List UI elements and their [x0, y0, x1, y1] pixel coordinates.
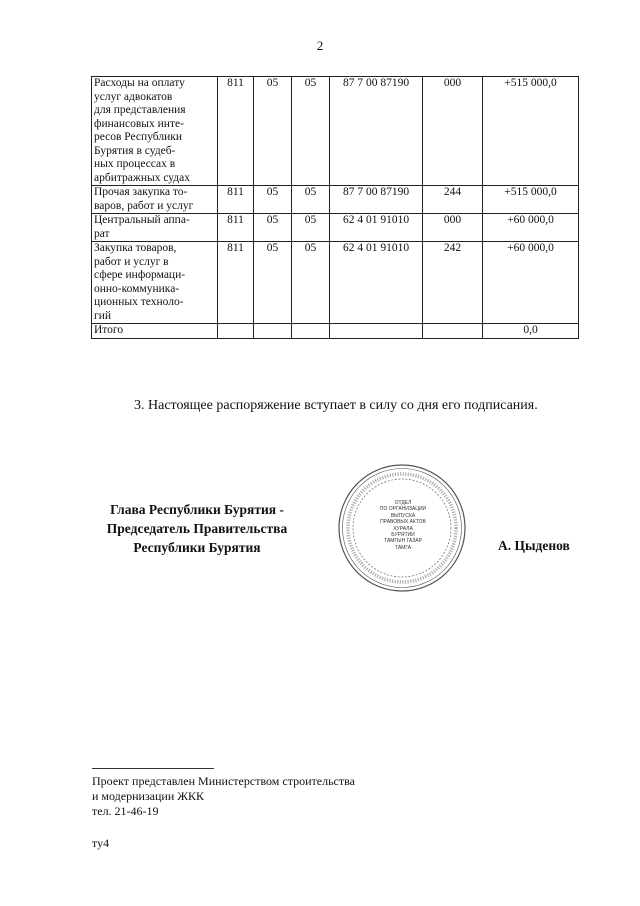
signature-title-line: Глава Республики Бурятия - — [110, 502, 284, 517]
seal-text-line: ОТДЕЛ — [394, 500, 412, 506]
table-cell-rz: 05 — [254, 77, 292, 186]
table-cell-vr: 000 — [423, 77, 483, 186]
signature-title-line: Председатель Правительства — [106, 521, 288, 536]
table-cell-vr: 242 — [423, 242, 483, 324]
table-cell-pr: 05 — [292, 77, 330, 186]
table-cell-rz: 05 — [254, 214, 292, 242]
table-cell-name: Центральный аппа- рат — [92, 214, 218, 242]
seal-text — [364, 500, 442, 551]
table-cell-pr: 05 — [292, 186, 330, 214]
signature-title — [92, 500, 302, 557]
footnote-line: Проект представлен Министерством строительства — [92, 774, 355, 788]
table-cell-empty — [423, 324, 483, 339]
page-number: 2 — [316, 38, 324, 53]
table-cell-vr: 000 — [423, 214, 483, 242]
footnote-divider — [92, 768, 214, 769]
table-cell-csr: 87 7 00 87190 — [330, 186, 423, 214]
table-cell-sum: +515 000,0 — [483, 186, 579, 214]
table-cell-pr: 05 — [292, 214, 330, 242]
table-cell-name: Закупка товаров, работ и услуг в сфере информаци- онно-коммуника- ционных техноло- гий — [92, 242, 218, 324]
table-total-row — [92, 324, 579, 339]
table-cell-empty — [292, 324, 330, 339]
table-cell-rz: 05 — [254, 186, 292, 214]
seal-text-line: ПРАВОВЫХ АКТОВ — [380, 519, 426, 526]
table-cell-pr: 05 — [292, 242, 330, 324]
table-row — [92, 186, 579, 214]
table-cell-rz: 05 — [254, 242, 292, 324]
table-cell-grbs: 811 — [218, 214, 254, 242]
total-label: Итого — [92, 324, 218, 339]
seal-text-line: ПО ОРГАНИЗАЦИИ — [379, 506, 427, 513]
seal-text-line: ХУРАЛА — [393, 525, 413, 532]
table-cell-sum: +515 000,0 — [483, 77, 579, 186]
table-cell-grbs: 811 — [218, 77, 254, 186]
footnote — [92, 774, 355, 819]
total-sum: 0,0 — [483, 324, 579, 339]
table-cell-grbs: 811 — [218, 186, 254, 214]
table-cell-sum: +60 000,0 — [483, 214, 579, 242]
seal-text-line: ВЫПУСКА — [390, 512, 416, 519]
signature-title-line: Республики Бурятия — [133, 540, 261, 555]
table-row — [92, 214, 579, 242]
seal-text-line: ТАМГА — [394, 544, 412, 551]
table-cell-name: Прочая закупка то- варов, работ и услуг — [92, 186, 218, 214]
document-code: ту4 — [92, 836, 110, 850]
table-cell-csr: 62 4 01 91010 — [330, 214, 423, 242]
table-cell-sum: +60 000,0 — [483, 242, 579, 324]
footnote-line: и модернизации ЖКК — [92, 789, 205, 803]
budget-table — [91, 76, 579, 339]
clause-text: 3. Настоящее распоряжение вступает в силу со дня его подписания. — [134, 398, 538, 413]
seal-text-line: ТАМГЫН ГАЗАР — [384, 538, 422, 545]
table-cell-name: Расходы на оплату услуг адвокатов для представления финансовых инте- ресов Республики Бурятия в судеб- ных процессах в арбитражных судах — [92, 77, 218, 186]
table-cell-empty — [218, 324, 254, 339]
signatory-name: А. Цыденов — [498, 538, 570, 553]
table-cell-empty — [254, 324, 292, 339]
table-cell-grbs: 811 — [218, 242, 254, 324]
table-cell-empty — [330, 324, 423, 339]
table-row — [92, 242, 579, 324]
table-cell-csr: 87 7 00 87190 — [330, 77, 423, 186]
table-cell-vr: 244 — [423, 186, 483, 214]
footnote-line: тел. 21-46-19 — [92, 804, 159, 818]
table-row — [92, 77, 579, 186]
table-cell-csr: 62 4 01 91010 — [330, 242, 423, 324]
seal-text-line: БУРЯТИИ — [391, 532, 415, 539]
